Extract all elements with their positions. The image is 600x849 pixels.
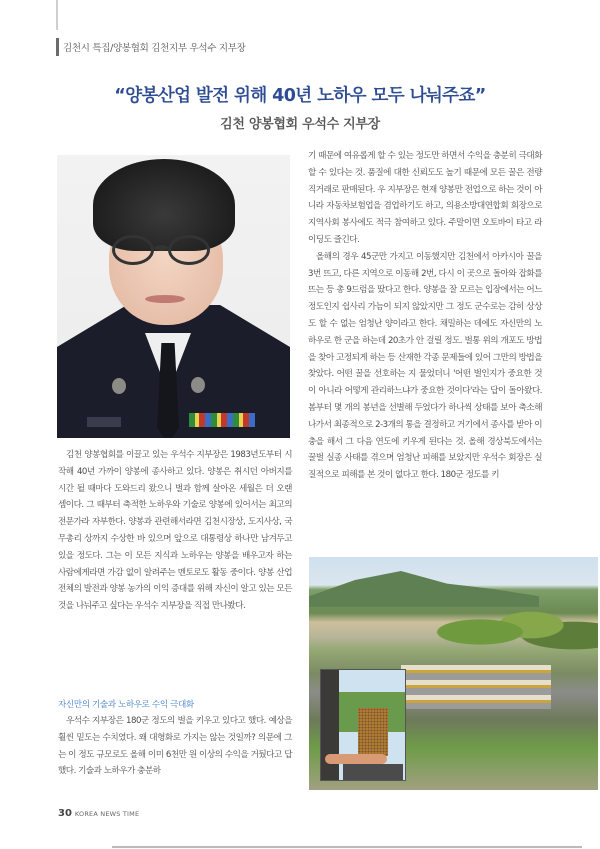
section-subtitle: 자신만의 기술과 노하우로 수익 극대화 xyxy=(58,700,194,710)
section-tag-text: 김천시 특집/양봉협회 김천지부 우석수 지부장 xyxy=(63,43,246,54)
paragraph: 올해의 경우 45군만 가지고 이동했지만 김천에서 아카시아 꿀을 3번 뜨고, 다른 지역으로 이동해 2번, 다시 이 곳으로 돌아와 잡화를 뜨는 등 총 9드럼을 땄다고 한다. 양봉을 잘 모르는 입장에서는 어느 정도인지 쉽사리 가늠이 되지 않았지만 그 정도 군수로는 감히 상상도 할 수 없는 엄청난 양이라고 한다. 채밀하는 데에도 자신만의 노하우로 한 군을 하는데 20초가 안 걸릴 정도. 벌통 위의 개포도 방법을 찾아 고정되게 하는 등 산재한 각종 문제들에 있어 그만의 방법을 찾았다. 어떤 꿀을 선호하는 지 물었더니 '어떤 벌인지가 중요한 것이 아니라 어떻게 관리하느냐가 중요한 것이다'라는 답이 돌아왔다. 봄부터 몇 개의 봉년을 선별해 두었다가 하나씩 상태를 보아 축소해 나가서 최종적으로 2-3개의 통을 결정하고 거기에서 종사를 받아 이충을 해서 그 다음 연도에 키우게 된다는 것. 올해 경상북도에서는 꿀벌 실종 사태를 겪으며 엄청난 피해를 보았지만 우석수 회장은 실질적으로 피해를 본 것이 없다고 한다. 180군 정도를 키 xyxy=(308,251,542,481)
nametag-icon xyxy=(87,417,121,427)
section-tag xyxy=(56,38,245,56)
honeycomb-frame xyxy=(358,708,388,756)
left-column-text xyxy=(58,447,292,615)
collar-badge-icon xyxy=(112,378,126,394)
apiary-photo xyxy=(309,557,598,790)
intro-paragraph: 김천 양봉협회를 이끌고 있는 우석수 지부장은 1983년도부터 시작해 40년 가까이 양봉에 종사하고 있다. 양봉은 취시던 아버지를 시간 될 때마다 도와드리 왔으니 벌과 함께 살아온 세월은 더 오랜 셈이다. 그 때부터 축적한 노하우와 기술로 양봉에 있어서는 최고의 전문가라 자부한다. 양봉과 관련해서라면 김천시장상, 도지사상, 국무총리 상까지 수상한 바 있으며 앞으로 대통령상 하나만 남겨두고 있을 정도다. 그는 이 모든 지식과 노하우는 양봉을 배우고자 하는 사람에게라면 가감 없이 알려주는 멘토로도 활동 중이다. 양봉 산업 전체의 발전과 양봉 농가의 이익 증대를 위해 자신이 알고 있는 모든 것을 나눠주고 싶다는 우석수 지부장을 직접 만나봤다. xyxy=(58,450,292,612)
glasses-shape xyxy=(112,235,212,267)
page-number: 30 xyxy=(58,808,72,819)
section-tag-bar xyxy=(56,38,59,56)
beehive-rows xyxy=(401,665,551,709)
right-column-text xyxy=(308,148,542,484)
top-divider xyxy=(56,0,58,30)
left-column-bottom-text xyxy=(58,713,292,780)
trees-shape xyxy=(429,597,598,667)
paragraph: 기 때문에 여유롭게 할 수 있는 정도만 하면서 수익을 충분히 극대화 할 수 있다는 것. 품질에 대한 신뢰도도 높기 때문에 모든 꿀은 전량 직거래로 판매된다. 우 지부장은 현재 양봉만 전업으로 하는 것이 아니라 자동차보험업을 겸업하기도 하고, 의용소방대연합회 회장으로 지역사회 봉사에도 적극 참여하고 있다. 주말이면 오토바이 타고 라이딩도 즐긴다. xyxy=(308,151,542,245)
page-footer xyxy=(58,808,139,819)
publication-name: KOREA NEWS TIME xyxy=(74,810,140,818)
collar-badge-icon xyxy=(191,377,205,393)
subhead: 김천 양봉협회 우석수 지부장 xyxy=(220,117,380,132)
medal-ribbons-icon xyxy=(189,413,255,427)
portrait-photo xyxy=(57,155,290,438)
paragraph: 우석수 지부장은 180군 정도의 벌을 키우고 있다고 했다. 예상을 훨씬 밑도는 수치였다. 왜 대형화로 가지는 않는 것일까? 의문에 그는 이 정도 규모로도 올해 이미 6천만 원 이상의 수익을 거뒀다고 답했다. 기술과 노하우가 충분하 xyxy=(58,716,292,777)
headline: “양봉산업 발전 위해 40년 노하우 모두 나눠주죠” xyxy=(114,86,486,106)
honeycomb-inset-photo xyxy=(320,669,406,781)
mouth-shape xyxy=(145,295,185,303)
bottom-divider xyxy=(112,846,582,848)
